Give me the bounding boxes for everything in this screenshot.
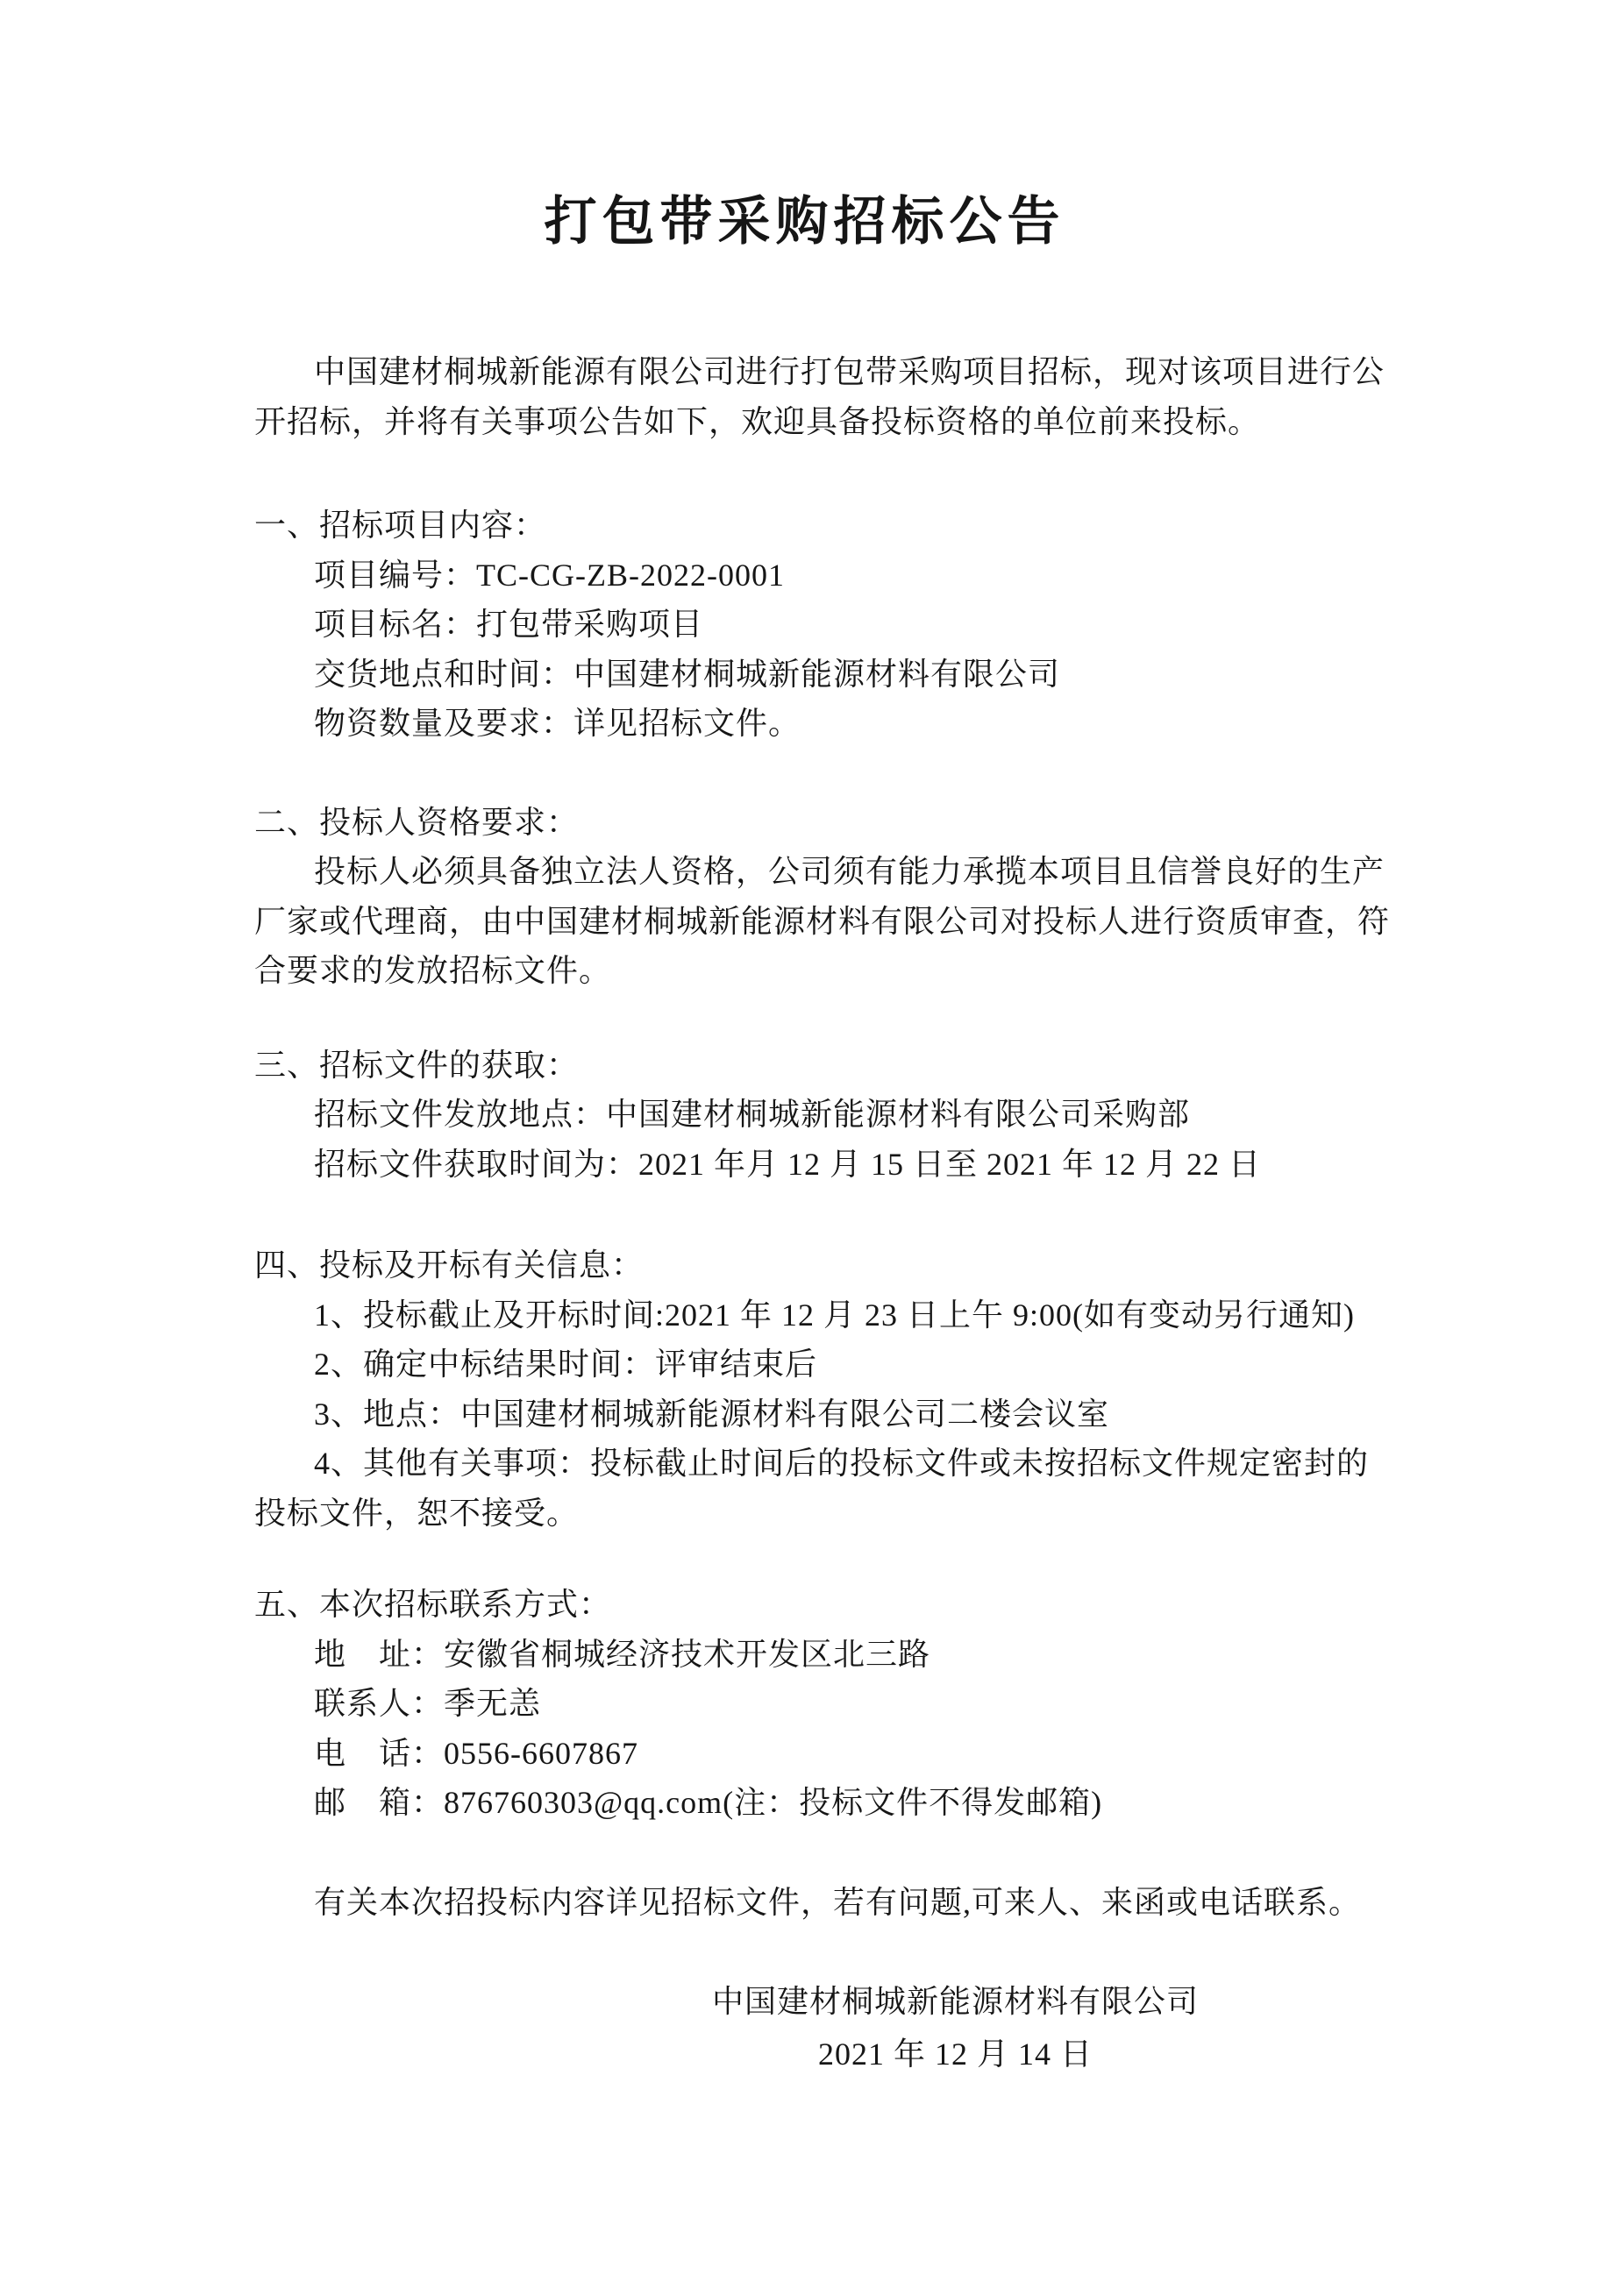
doc-line: 1、投标截止及开标时间:2021 年 12 月 23 日上午 9:00(如有变动另行通知) xyxy=(314,1297,1355,1333)
section-heading: 五、本次招标联系方式： xyxy=(254,1587,612,1622)
doc-line: 项目编号：TC-CG-ZB-2022-0001 xyxy=(314,557,785,593)
contact-address-line: 地 址：安徽省桐城经济技术开发区北三路 xyxy=(314,1636,931,1672)
intro-line: 开招标，并将有关事项公告如下，欢迎具备投标资格的单位前来投标。 xyxy=(254,403,1261,439)
doc-line: 项目标名：打包带采购项目 xyxy=(314,607,704,642)
closing-paragraph xyxy=(254,1878,1400,1928)
contact-email-line: 邮 箱：876760303@qq.com(注：投标文件不得发邮箱) xyxy=(314,1785,1103,1820)
doc-line: 2、确定中标结果时间：评审结束后 xyxy=(314,1347,818,1382)
doc-line: 招标文件获取时间为：2021 年月 12 月 15 日至 2021 年 12 月 22 日 xyxy=(314,1146,1262,1182)
doc-line: 4、其他有关事项：投标截止时间后的投标文件或未按招标文件规定密封的 xyxy=(314,1446,1370,1481)
document-title: 打包带采购招标公告 xyxy=(544,193,1065,251)
doc-line: 招标文件发放地点：中国建材桐城新能源材料有限公司采购部 xyxy=(314,1097,1191,1132)
contact-person-line: 联系人：季无恙 xyxy=(314,1686,542,1721)
intro-paragraph xyxy=(254,347,1400,446)
doc-line: 3、地点：中国建材桐城新能源材料有限公司二楼会议室 xyxy=(314,1396,1110,1432)
section-bidder-qualification xyxy=(254,798,1400,996)
section-heading: 二、投标人资格要求： xyxy=(254,804,580,840)
section-document-acquisition xyxy=(254,1041,1400,1190)
closing-line: 有关本次招投标内容详见招标文件，若有问题,可来人、来函或电话联系。 xyxy=(314,1884,1362,1920)
contact-phone-line: 电 话：0556-6607867 xyxy=(314,1735,638,1771)
doc-line: 投标人必须具备独立法人资格，公司须有能力承揽本项目且信誉良好的生产 xyxy=(314,854,1385,889)
signature-company: 中国建材桐城新能源材料有限公司 xyxy=(711,1984,1199,2019)
section-bid-opening-info xyxy=(254,1240,1400,1538)
doc-line: 物资数量及要求：详见招标文件。 xyxy=(314,706,801,741)
doc-line: 厂家或代理商，由中国建材桐城新能源材料有限公司对投标人进行资质审查，符 xyxy=(254,903,1391,939)
doc-line: 交货地点和时间：中国建材桐城新能源材料有限公司 xyxy=(314,656,1061,692)
signature-block xyxy=(382,1975,1528,2080)
section-tender-project-content xyxy=(254,501,1400,749)
signature-date: 2021 年 12 月 14 日 xyxy=(817,2037,1093,2072)
section-heading: 一、招标项目内容： xyxy=(254,508,547,543)
doc-line: 合要求的发放招标文件。 xyxy=(254,953,612,988)
section-heading: 四、投标及开标有关信息： xyxy=(254,1248,645,1283)
intro-line: 中国建材桐城新能源有限公司进行打包带采购项目招标，现对该项目进行公 xyxy=(314,354,1385,389)
section-contact-info xyxy=(254,1580,1400,1828)
section-heading: 三、招标文件的获取： xyxy=(254,1047,580,1083)
doc-line: 投标文件，恕不接受。 xyxy=(254,1495,580,1531)
